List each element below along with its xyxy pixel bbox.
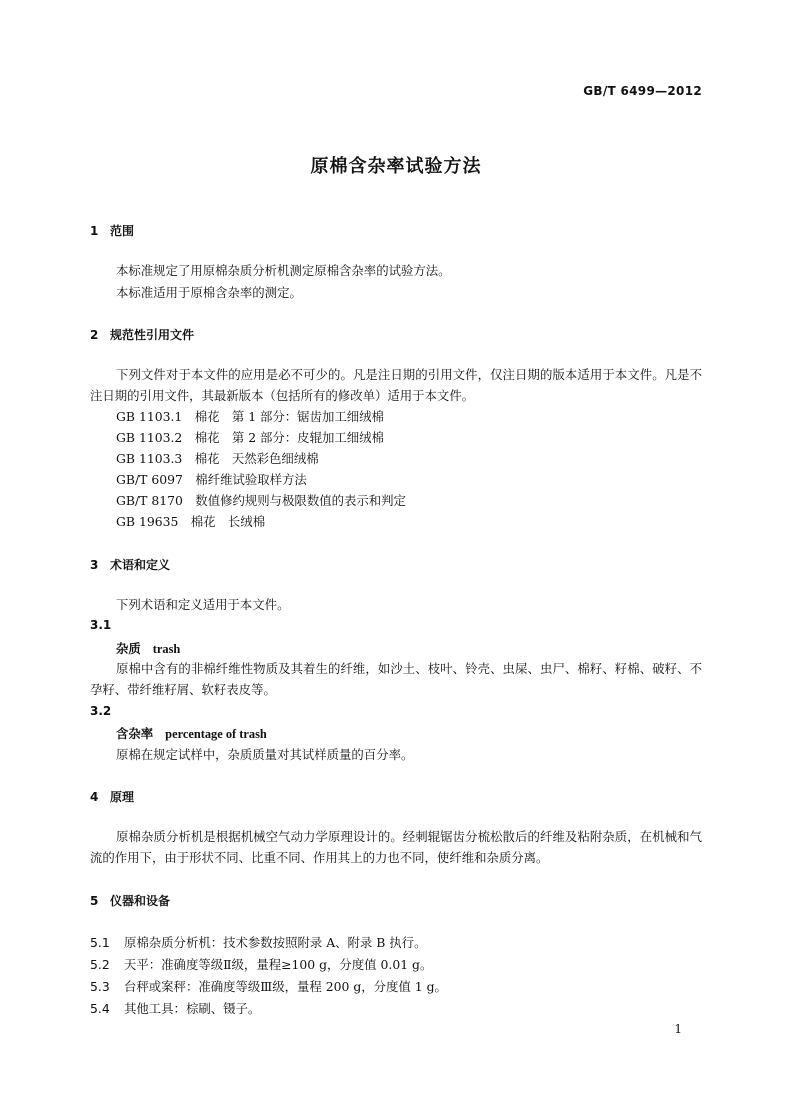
item-number: 5.1 [90,935,110,950]
term-number: 3.1 [90,618,112,632]
equipment-item [90,933,426,951]
term-heading [116,724,267,742]
section-title: 仪器和设备 [110,894,171,908]
section-number: 4 [90,790,99,804]
section-title: 范围 [110,224,135,238]
term-zh: 杂质 [116,641,141,656]
item-number: 5.2 [90,957,110,972]
term-number: 3.2 [90,704,112,718]
reference-item: GB 1103.3 棉花 天然彩色细绒棉 [116,451,319,466]
term-en: trash [152,642,181,656]
paragraph: 本标准适用于原棉含杂率的测定。 [116,285,302,300]
item-text: 其他工具：棕刷、镊子。 [124,1001,261,1016]
paragraph: 原棉杂质分析机是根据机械空气动力学原理设计的。经刺辊锯齿分梳松散后的纤维及粘附杂质，在机械和气流的作用下，由于形状不同、比重不同、作用其上的力也不同，使纤维和杂质分离。 [90,829,702,865]
paragraph: 下列文件对于本文件的应用是必不可少的。凡是注日期的引用文件，仅注日期的版本适用于本文件。凡是不注日期的引用文件，其最新版本（包括所有的修改单）适用于本文件。 [90,367,702,403]
paragraph: 下列术语和定义适用于本文件。 [116,597,290,612]
section-number: 2 [90,328,99,342]
term-heading [116,639,180,657]
term-en: percentage of trash [165,727,267,741]
section-3-heading [90,556,170,573]
page-number: 1 [674,1022,682,1036]
section-number: 3 [90,558,99,572]
reference-item: GB 19635 棉花 长绒棉 [116,514,266,529]
section-4-heading [90,788,134,805]
section-1-heading [90,222,134,239]
reference-item: GB 1103.2 棉花 第 2 部分：皮辊加工细绒棉 [116,430,384,445]
section-title: 规范性引用文件 [110,328,195,342]
reference-item: GB/T 8170 数值修约规则与极限数值的表示和判定 [116,493,406,508]
reference-item: GB 1103.1 棉花 第 1 部分：锯齿加工细绒棉 [116,409,384,424]
section-number: 5 [90,894,99,908]
item-number: 5.3 [90,979,110,994]
document-title: 原棉含杂率试验方法 [310,156,482,177]
section-title: 原理 [110,790,135,804]
paragraph: 本标准规定了用原棉杂质分析机测定原棉含杂率的试验方法。 [116,263,451,278]
reference-item: GB/T 6097 棉纤维试验取样方法 [116,472,307,487]
equipment-item [90,999,260,1017]
item-number: 5.4 [90,1001,110,1016]
equipment-item [90,955,432,973]
item-text: 天平：准确度等级Ⅱ级，量程≥100 g，分度值 0.01 g。 [124,957,433,972]
section-5-heading [90,892,170,909]
section-2-heading [90,326,194,343]
term-definition: 原棉在规定试样中，杂质质量对其试样质量的百分率。 [116,747,414,762]
item-text: 台秤或案秤：准确度等级Ⅲ级，量程 200 g，分度值 1 g。 [124,979,447,994]
section-title: 术语和定义 [110,558,171,572]
item-text: 原棉杂质分析机：技术参数按照附录 A、附录 B 执行。 [124,935,427,950]
section-number: 1 [90,224,99,238]
equipment-item [90,977,447,995]
term-definition: 原棉中含有的非棉纤维性物质及其着生的纤维，如沙土、枝叶、铃壳、虫屎、虫尸、棉籽、籽棉、破籽、不孕籽、带纤维籽屑、软籽表皮等。 [90,661,702,697]
standard-code: GB/T 6499—2012 [583,84,702,98]
term-zh: 含杂率 [116,726,154,741]
